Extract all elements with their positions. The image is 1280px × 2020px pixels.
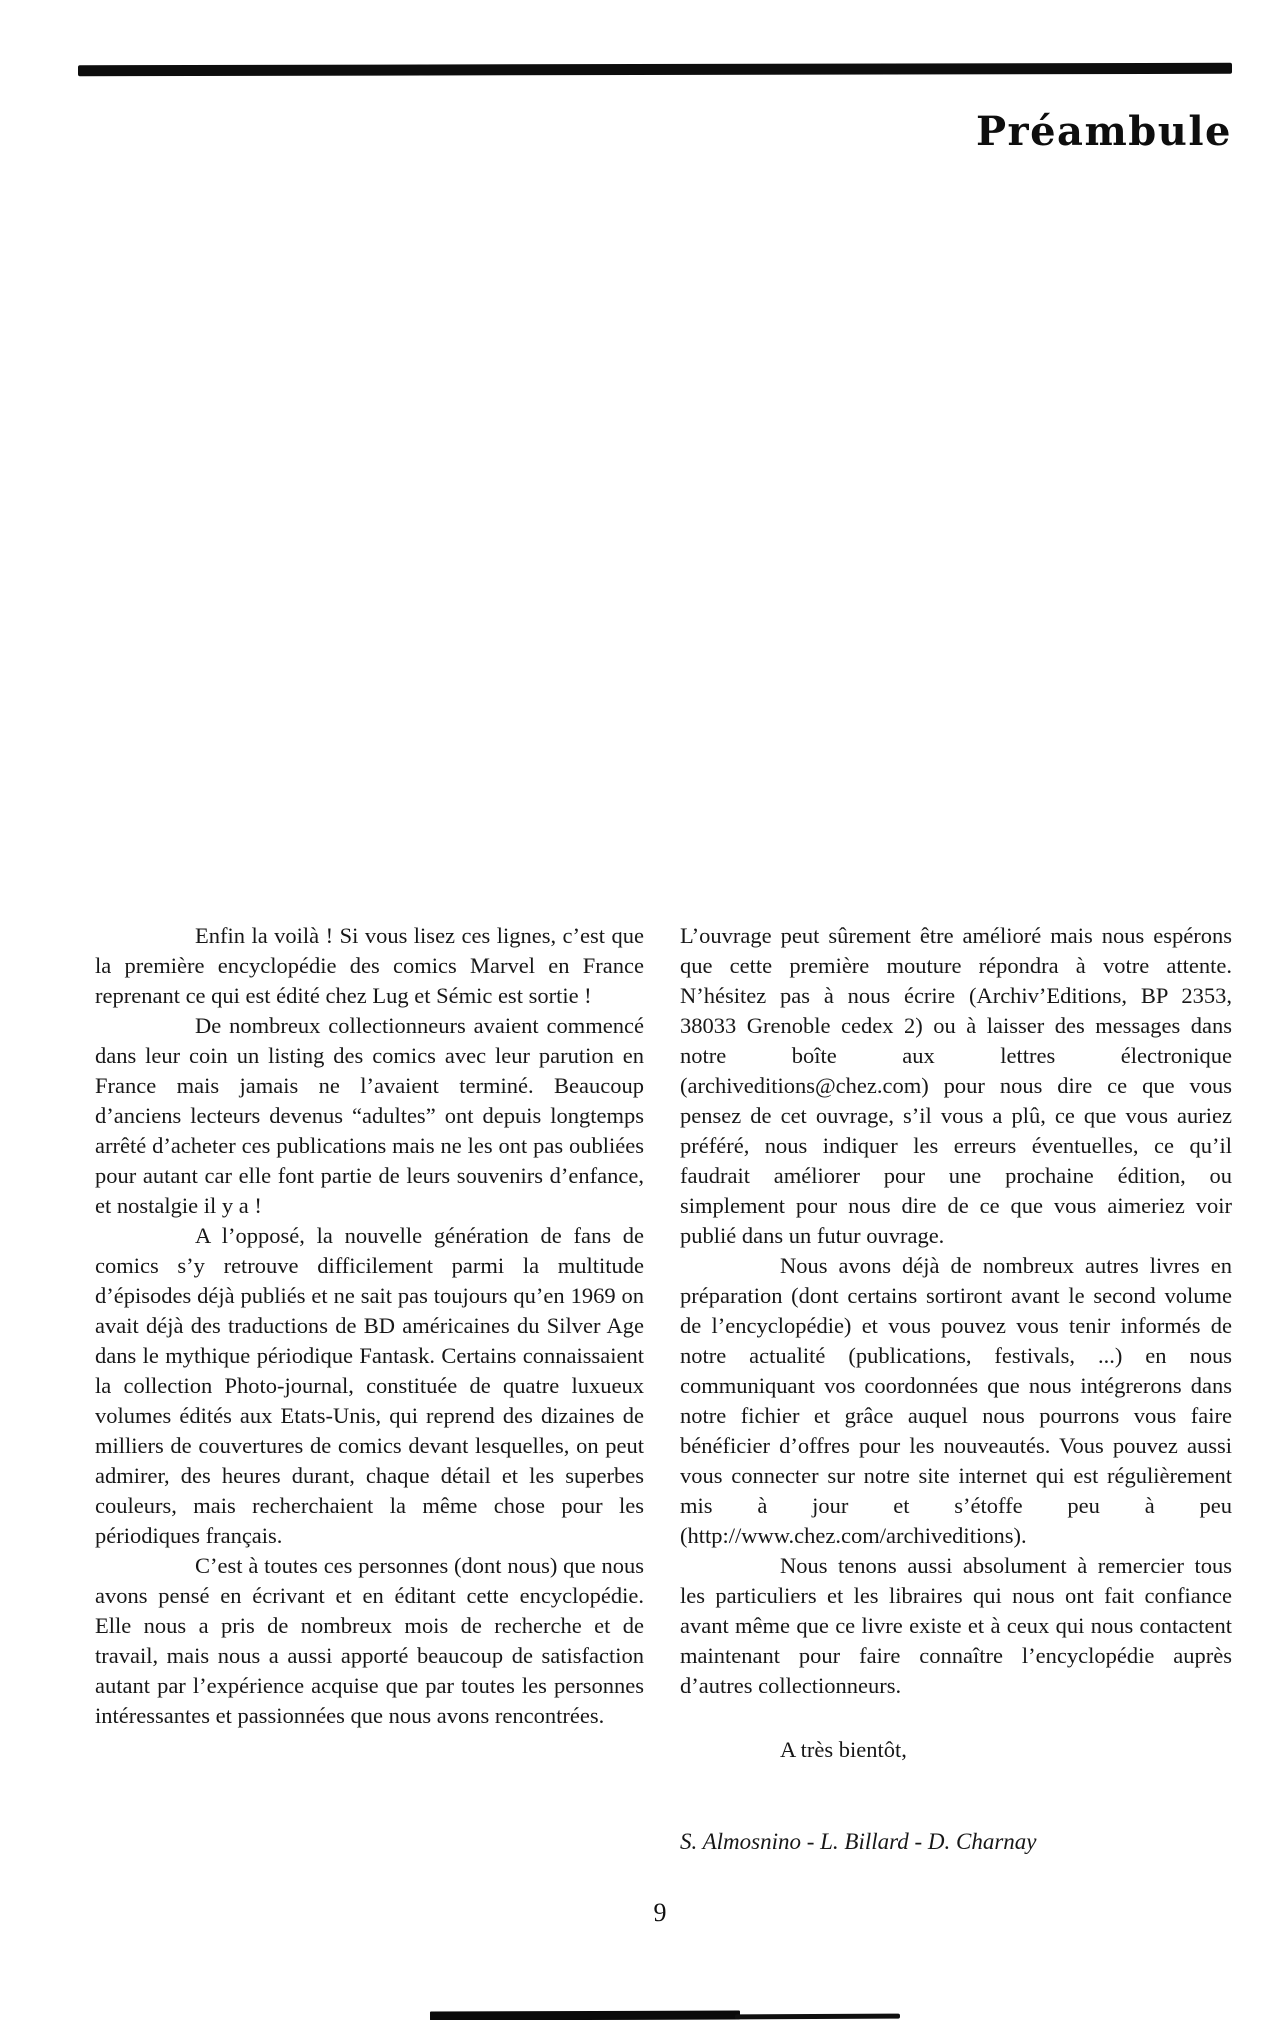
paragraph: L’ouvrage peut sûrement être amélioré mais nous espérons que cette première mouture répondra à votre attente. N’hésitez pas à nous écrire (Archiv’Editions, BP 2353, 38033 Grenoble cedex 2) ou à laisser des messages dans notre boîte aux lettres électronique (archiveditions@chez.com) pour nous dire ce que vous pensez de cet ouvrage, s’il vous a plû, ce que vous auriez préféré, nous indiquer les erreurs éventuelles, ce qu’il faudrait améliorer pour une prochaine édition, ou simplement pour nous dire de ce que vous aimeriez voir publié dans un futur ouvrage. <box>680 923 1232 1248</box>
paragraph: C’est à toutes ces personnes (dont nous) que nous avons pensé en écrivant et en éditant cette encyclopédie. Elle nous a pris de nombreux mois de recherche et de travail, mais nous a aussi apporté beaucoup de satisfaction autant par l’expérience acquise que par toutes les personnes intéressantes et passionnées que nous avons rencontrées. <box>95 1553 644 1728</box>
closing-line: A très bientôt, <box>780 1737 907 1762</box>
paragraph: Nous avons déjà de nombreux autres livres en préparation (dont certains sortiront avant le second volume de l’encyclopédie) et vous pouvez vous tenir informés de notre actualité (publications, festivals, ...) en nous communiquant vos coordonnées que nous intégrerons dans notre fichier et grâce auquel nous pourrons vous faire bénéficier d’offres pour les nouveautés. Vous pouvez aussi vous connecter sur notre site internet qui est régulièrement mis à jour et s’étoffe peu à peu (http://www.chez.com/archiveditions). <box>680 1253 1232 1548</box>
page-title: Préambule <box>975 108 1232 155</box>
text-columns <box>95 921 1232 1857</box>
paragraph: A l’opposé, la nouvelle génération de fans de comics s’y retrouve difficilement parmi la multitude d’épisodes déjà publiés et ne sait pas toujours qu’en 1969 on avait déjà des traductions de BD américaines du Silver Age dans le mythique périodique Fantask. Certains connaissaient la collection Photo-journal, constituée de quatre luxueux volumes édités aux Etats-Unis, qui reprend des dizaines de milliers de couvertures de comics devant lesquelles, on peut admirer, des heures durant, chaque détail et les superbes couleurs, mais recherchaient la même chose pour les périodiques français. <box>95 1223 644 1548</box>
page-number: 9 <box>653 1898 667 1927</box>
paragraph: Enfin la voilà ! Si vous lisez ces lignes, c’est que la première encyclopédie des comics Marvel en France reprenant ce qui est édité chez Lug et Sémic est sortie ! <box>95 923 644 1008</box>
left-column <box>95 921 644 1857</box>
scan-artifact-bar <box>430 2010 740 2020</box>
authors-signature: S. Almosnino - L. Billard - D. Charnay <box>680 1829 1037 1854</box>
paragraph: De nombreux collectionneurs avaient commencé dans leur coin un listing des comics avec leur parution en France mais jamais ne l’avaient terminé. Beaucoup d’anciens lecteurs devenus “adultes” ont depuis longtemps arrêté d’acheter ces publications mais ne les ont pas oubliées pour autant car elle font partie de leurs souvenirs d’enfance, et nostalgie il y a ! <box>95 1013 644 1218</box>
right-column <box>680 921 1232 1857</box>
scan-artifact-tail <box>735 2014 900 2020</box>
paragraph: Nous tenons aussi absolument à remercier tous les particuliers et les libraires qui nous ont fait confiance avant même que ce livre existe et à ceux qui nous contactent maintenant pour faire connaître l’encyclopédie auprès d’autres collectionneurs. <box>680 1553 1232 1698</box>
top-rule-decoration <box>78 63 1232 76</box>
